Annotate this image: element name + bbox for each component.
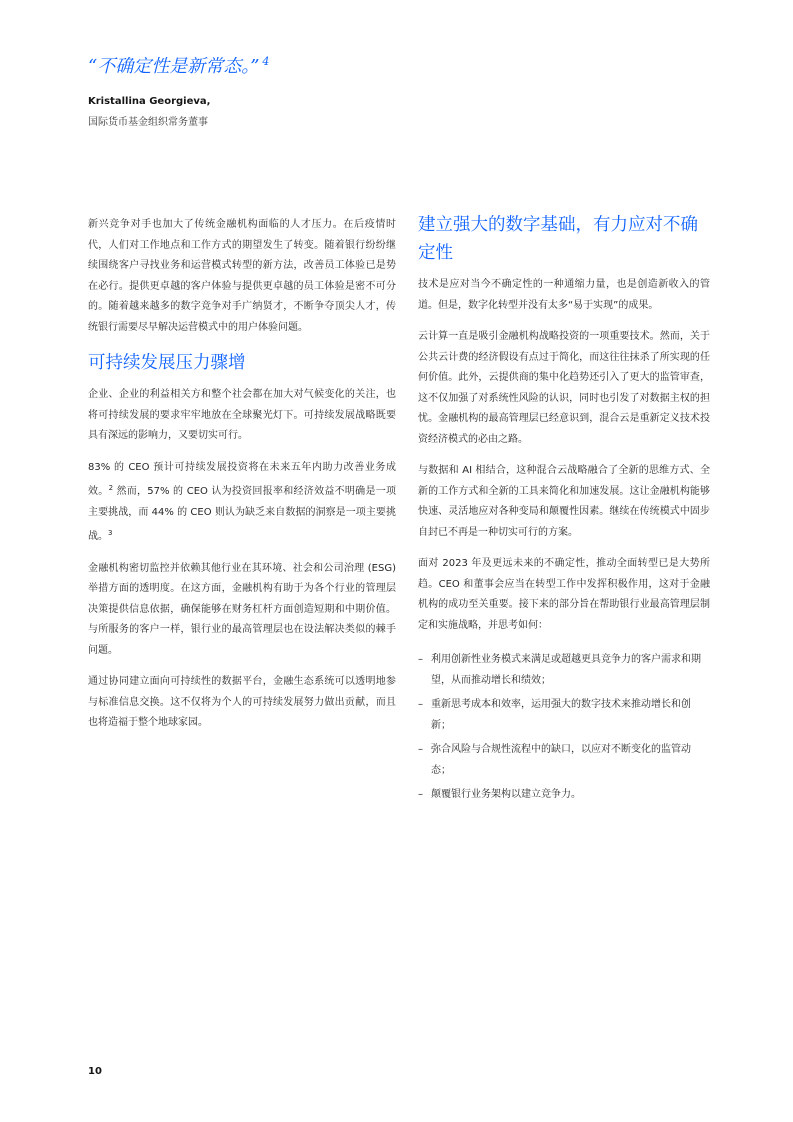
- footnote-ref-2: 2: [108, 484, 114, 492]
- list-item-text: 弥合风险与合规性流程中的缺口，以应对不断变化的监管动态；: [431, 744, 691, 776]
- digital-paragraph-4: 面对 2023 年及更远未来的不确定性，推动全面转型已是大势所趋。CEO 和董事会应当在转型工作中发挥积极作用，这对于金融机构的成功至关重要。接下来的部分旨在帮助银行业最高管理层制定和实施战略，并思考如何：: [418, 558, 710, 631]
- list-item: [418, 650, 710, 691]
- footnote-ref-3: 3: [108, 529, 113, 537]
- sustainability-paragraph-3: 金融机构密切监控并依赖其他行业在其环境、社会和公司治理 (ESG) 举措方面的透明度。在这方面，金融机构有助于为各个行业的管理层决策提供信息依据，确保能够在财务杠杆方面创造短期和中期价值。与所服务的客户一样，银行业的最高管理层也在设法解决类似的棘手问题。: [88, 562, 396, 656]
- quote-text: “不确定性是新常态。”: [88, 56, 260, 77]
- digital-foundation-heading: 建立强大的数字基础，有力应对不确定性: [418, 215, 698, 263]
- dash-bullet: –: [418, 744, 423, 755]
- paragraph-2-text-b: 然而，57% 的 CEO 认为投资回报率和经济效益不明确是一项主要挑战，而 44% 的 CEO 则认为缺乏来自数据的洞察是一项主要挑战。: [88, 486, 397, 542]
- list-item: [418, 740, 710, 781]
- right-column: [418, 215, 710, 810]
- sustainability-paragraph-4: 通过协同建立面向可持续性的数据平台，金融生态系统可以透明地参与标准信息交换。这不仅将为个人的可持续发展努力做出贡献，而且也将造福于整个地球家园。: [88, 676, 396, 728]
- dash-bullet: –: [418, 789, 423, 800]
- digital-paragraph-3: 与数据和 AI 相结合，这种混合云战略融合了全新的思维方式、全新的工作方式和全新的工具来简化和加速发展。这让金融机构能够快速、灵活地应对各种变局和颠覆性因素。继续在传统模式中固步自封已不再是一种切实可行的方案。: [418, 465, 710, 538]
- sustainability-paragraph-1: 企业、企业的利益相关方和整个社会都在加大对气候变化的关注，也将可持续发展的要求牢牢地放在全球聚光灯下。可持续发展战略既要具有深远的影响力，又要切实可行。: [88, 389, 396, 441]
- intro-paragraph: 新兴竞争对手也加大了传统金融机构面临的人才压力。在后疫情时代，人们对工作地点和工作方式的期望发生了转变。随着银行纷纷继续围绕客户寻找业务和运营模式转型的新方法，改善员工体验已是势在必行。提供更卓越的客户体验与提供更卓越的员工体验是密不可分的。随着越来越多的数字竞争对手广纳贤才，不断争夺顶尖人才，传统银行需要尽早解决运营模式中的用户体验问题。: [88, 219, 396, 333]
- left-column: [88, 215, 396, 745]
- dash-bullet: –: [418, 654, 423, 665]
- paragraph-2-text-a: 83% 的 CEO 预计可持续发展投资将在未来五年内助力改善业务成效。: [88, 461, 396, 497]
- strategy-list: [418, 650, 710, 806]
- digital-paragraph-1: 技术是应对当今不确定性的一种通缩力量，也是创造新收入的管道。但是，数字化转型并没有太多“易于实现”的成果。: [418, 279, 710, 311]
- dash-bullet: –: [418, 699, 423, 710]
- quote-footnote: 4: [262, 55, 270, 68]
- digital-paragraph-2: 云计算一直是吸引金融机构战略投资的一项重要技术。然而，关于公共云计费的经济假设有点过于简化，而这往往抹杀了所实现的任何价值。此外，云提供商的集中化趋势还引入了更大的监管审查，这不仅加强了对系统性风险的认识，同时也引发了对数据主权的担忧。金融机构的最高管理层已经意识到，混合云是重新定义技术投资经济模式的必由之路。: [418, 331, 710, 445]
- page-number: 10: [88, 1066, 102, 1077]
- list-item-text: 利用创新性业务模式来满足或超越更具竞争力的客户需求和期望，从而推动增长和绩效；: [431, 654, 701, 686]
- list-item-text: 重新思考成本和效率，运用强大的数字技术来推动增长和创新；: [431, 699, 691, 731]
- quote-author-title: 国际货币基金组织常务董事: [88, 117, 208, 128]
- pull-quote: [88, 50, 269, 79]
- sustainability-paragraph-2: [88, 458, 396, 548]
- list-item: [418, 695, 710, 736]
- list-item-text: 颠覆银行业务架构以建立竞争力。: [431, 789, 581, 800]
- sustainability-heading: 可持续发展压力骤增: [88, 353, 246, 373]
- list-item: [418, 785, 710, 806]
- quote-author-name: Kristallina Georgieva,: [88, 96, 211, 107]
